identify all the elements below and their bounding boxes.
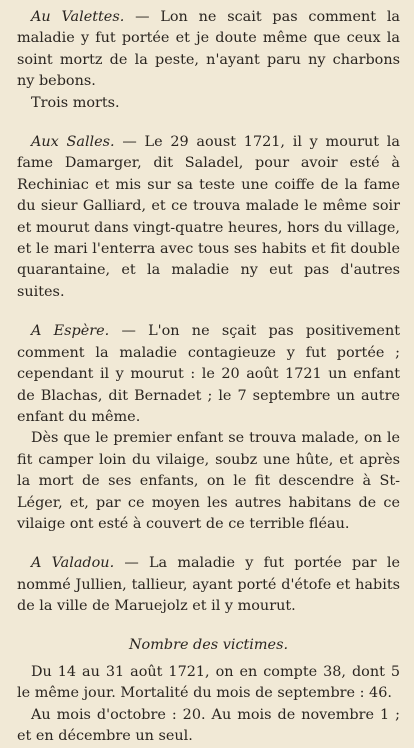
place-name-salles: Aux Salles. [31, 134, 115, 151]
victims-heading: Nombre des victimes. [128, 636, 289, 653]
place-name-valettes: Au Valettes. [31, 9, 125, 25]
place-name-espere: A Espère. [31, 323, 110, 340]
paragraph-salles [17, 132, 400, 303]
paragraph-valettes-text: — Lon ne scait pas comment la maladie y fut portée et je doute même que ceux la soint mortz de la peste, n'ayant paru ny charbons ny bebons. [17, 9, 400, 90]
victims-line-2: Au mois d'octobre : 20. Au mois de novembre 1 ; et en décembre un seul. [17, 706, 400, 745]
paragraph-espere-text: — L'on ne sçait pas positivement comment la maladie contagieuze y fut portée ; cependant il y mourut : le 20 août 1721 un enfant de Blachas, dit Bernadet ; le 7 septembre un autre enfant du même. [17, 323, 400, 425]
paragraph-salles-text: — Le 29 aoust 1721, il y mourut la fame Damarger, dit Saladel, pour avoir esté à Rechiniac et mis sur sa teste une coiffe de la fame du sieur Galliard, et ce trouva malade le même soir et mourut dans vingt-quatre heures, hors du village, et le mari l'enterra avec tous ses habits et fit double quarantaine, et la maladie ny eut pas d'autres suites. [17, 134, 400, 300]
victims-line-1: Du 14 au 31 août 1721, on en compte 38, dont 5 le même jour. Mortalité du mois de septembre : 46. [17, 663, 400, 702]
paragraph-valadou [17, 553, 400, 617]
paragraph-valadou-text: — La maladie y fut portée par le nommé Jullien, tallieur, ayant porté d'étofe et habits de la ville de Maruejolz et il y mourut. [17, 555, 400, 615]
paragraph-espere-continuation: Dès que le premier enfant se trouva malade, on le fit camper loin du vilaige, soubz une hûte, et après la mort de ses enfants, on le fit descendre à St-Léger, et, par ce moyen les autres habitans de ce vilaige ont esté à couvert de ce terrible fléau. [17, 430, 400, 532]
paragraph-espere [17, 321, 400, 428]
place-name-valadou: A Valadou. [31, 555, 115, 572]
paragraph-valettes [17, 7, 400, 93]
deaths-count-valettes: Trois morts. [31, 94, 120, 111]
